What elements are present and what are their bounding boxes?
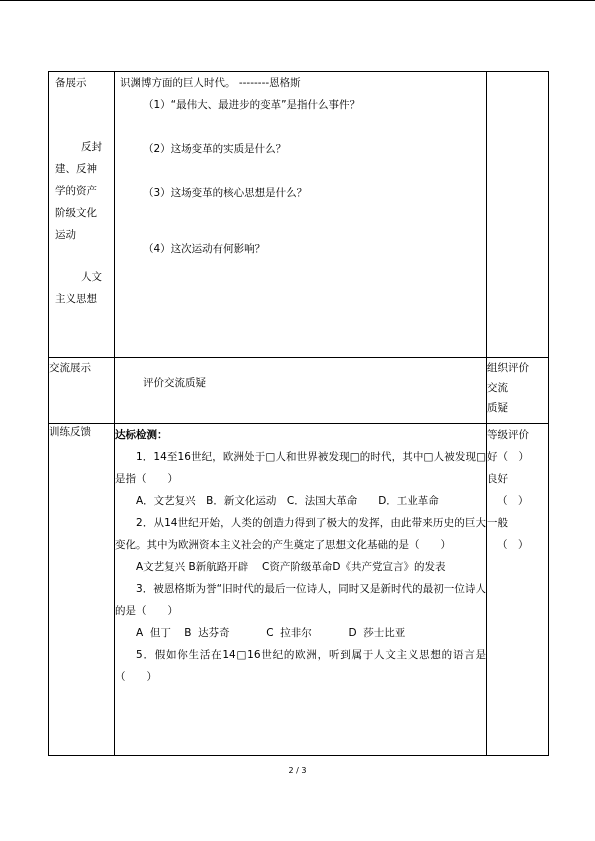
row-label: 训练反馈 (49, 424, 115, 756)
grading-line: 等级评价 (487, 429, 529, 441)
table-row (49, 358, 549, 424)
table-row (49, 72, 549, 358)
note-cell (487, 72, 549, 358)
practice-cell (115, 424, 487, 756)
note-line: 组织评价 (487, 362, 529, 374)
exchange-content: 评价交流质疑 (143, 377, 206, 389)
grading-line: 良好 (487, 473, 508, 485)
content-cell (115, 72, 487, 358)
question: （2）这场变革的实质是什么？ (143, 143, 287, 155)
grading-line: （ ） (497, 495, 529, 507)
row-label: 备展示 (55, 77, 87, 89)
content-cell (115, 358, 487, 424)
practice-item: 3．被恩格斯为誉“旧时代的最后一位诗人，同时又是新时代的最初一位诗人的是（ ） (115, 583, 486, 617)
practice-heading: 达标检测： (115, 429, 168, 441)
practice-item: A 但丁 B 达芬奇 C 拉非尔 D 莎士比亚 (136, 627, 406, 639)
grading-cell (487, 424, 549, 756)
question: （3）这场变革的核心思想是什么？ (143, 187, 308, 199)
note-cell (487, 358, 549, 424)
practice-item: A．文艺复兴 B．新文化运动 C．法国大革命 D．工业革命 (136, 495, 439, 507)
grading-line: 一般 (487, 517, 508, 529)
lesson-table (48, 71, 549, 756)
note-line: 交流 (487, 382, 508, 394)
header-rule (0, 0, 595, 1)
theme-label-line: 建、反神 (55, 163, 97, 175)
practice-item: 2．从14世纪开始，人类的创造力得到了极大的发挥，由此带来历史的巨大变化。其中为欧洲资本主义社会的产生奠定了思想文化基础的是（ ） (115, 517, 486, 551)
theme-label-line: 反封 (81, 141, 102, 153)
theme-label-line: 学的资产 (55, 185, 97, 197)
question: （1）“最伟大、最进步的变革”是指什么事件？ (143, 99, 361, 111)
practice-item: 5．假如你生活在14□16世纪的欧洲，听到属于人文主义思想的语言是（ ） (115, 649, 486, 683)
concept-label (49, 266, 114, 310)
theme-label (49, 136, 114, 246)
grading-line: 好（ ） (487, 451, 529, 463)
note-line: 质疑 (487, 402, 508, 414)
row-label-cell (49, 72, 115, 358)
question: （4）这次运动有何影响？ (143, 243, 266, 255)
practice-item: A文艺复兴 B新航路开辟 C资产阶级革命D《共产党宣言》的发表 (136, 561, 446, 573)
concept-label-line: 人文 (81, 271, 102, 283)
grading-line: （ ） (497, 539, 529, 551)
table-row (49, 424, 549, 756)
page-number: 2 / 3 (288, 766, 307, 775)
practice-item: 1．14至16世纪，欧洲处于□人和世界被发现□的时代，其中□人被发现□是指（ ） (115, 451, 486, 485)
concept-label-line: 主义思想 (55, 293, 97, 305)
theme-label-line: 运动 (55, 229, 76, 241)
theme-label-line: 阶级文化 (55, 207, 97, 219)
row-label: 交流展示 (49, 358, 115, 424)
engels-quote: 识渊博方面的巨人时代。 --------恩格斯 (120, 77, 301, 89)
